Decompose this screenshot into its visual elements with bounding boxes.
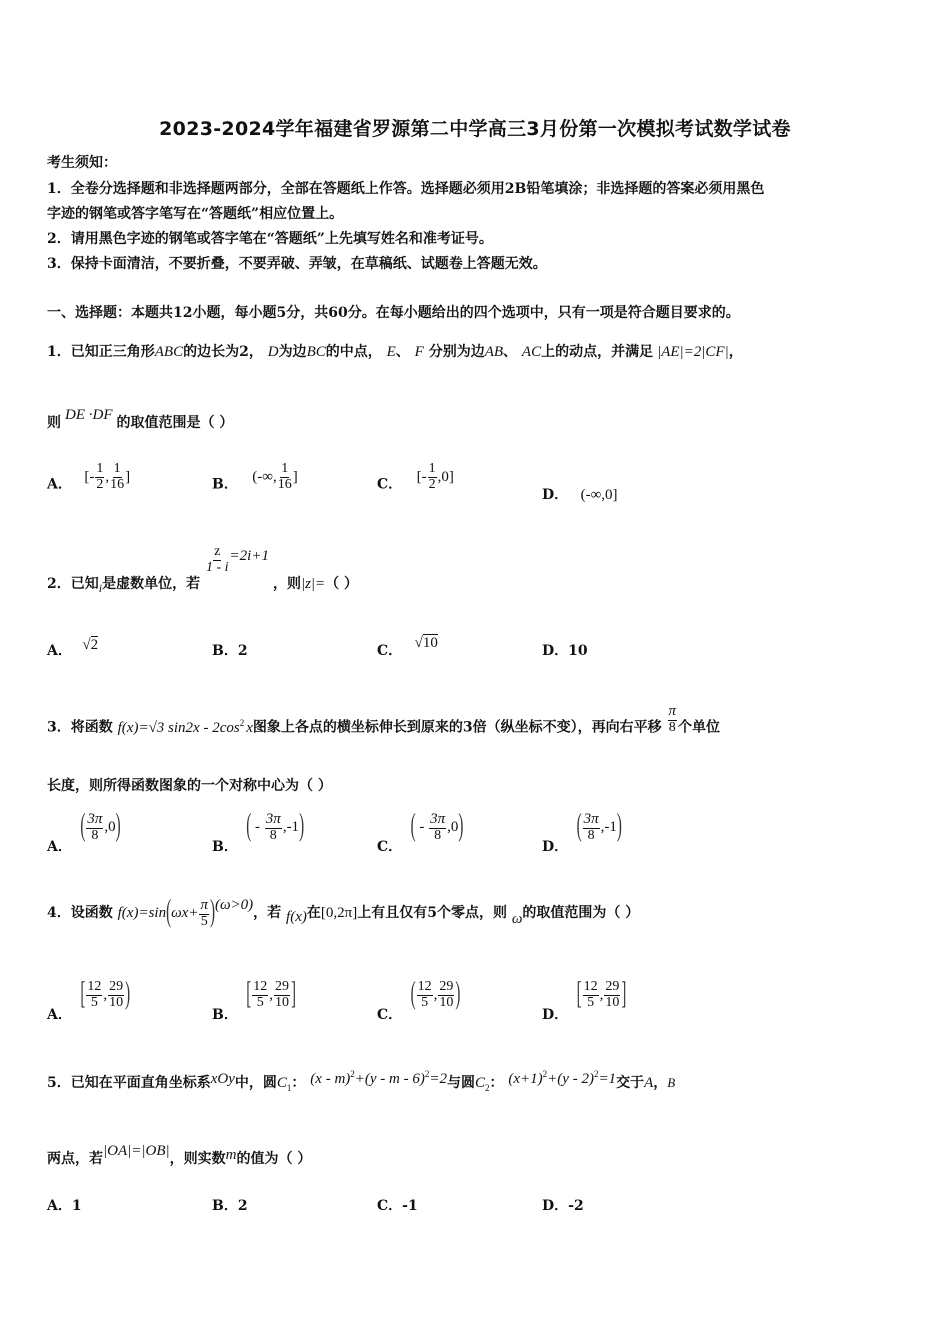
q1-text: 、	[503, 344, 518, 360]
denominator: 8	[668, 719, 676, 735]
q1-text: 的边长为2，	[183, 344, 263, 360]
q5-equation-2	[508, 1071, 616, 1087]
q5-text: ：	[291, 1075, 306, 1091]
q3-text: 3．将函数	[47, 719, 113, 736]
q3-option-c[interactable]: C． ( - $\frac{3\pi}{8}$ ,0)	[377, 809, 464, 856]
q5-eq2-sq: 2	[593, 1069, 599, 1079]
question-4	[47, 895, 640, 930]
question-5-line-1	[47, 1069, 676, 1093]
q3-shift-fraction	[668, 704, 678, 735]
q3-function-end: x	[246, 719, 253, 736]
q5-text: 两点，若	[47, 1151, 103, 1167]
numerator: 29	[439, 979, 454, 994]
q5-text: ：	[489, 1075, 504, 1091]
q5-text: 5．已知在平面直角坐标系	[47, 1075, 211, 1091]
q4-function: f(x)=sin(ωx+ $\frac{\pi}{5}$ )(ω>0)	[117, 895, 254, 930]
option-label: C．	[377, 476, 403, 493]
numerator: 12	[253, 979, 268, 994]
q2-text: 2．已知	[47, 576, 99, 593]
q5-c1: C	[276, 1075, 287, 1091]
q4-text: 上有且仅有5个零点，则	[357, 905, 507, 922]
option-label: A．	[47, 476, 72, 493]
q5-m: m	[225, 1147, 237, 1163]
q1-text: 的中点，	[325, 344, 382, 360]
fraction	[429, 812, 446, 843]
q4-condition: (ω>0)	[214, 897, 254, 914]
q3-option-d[interactable]: D． ( $\frac{3\pi}{8}$ ,-1)	[542, 809, 622, 856]
q4-option-a[interactable]: A． [ $\frac{12}{5}$ , $\frac{29}{10}$ )	[47, 977, 131, 1023]
denominator: 10	[439, 994, 454, 1010]
fraction	[278, 462, 292, 492]
fraction	[274, 980, 290, 1010]
q4-text: ，若	[253, 905, 282, 922]
fraction	[438, 980, 454, 1010]
question-5-line-2	[47, 1143, 312, 1168]
numerator: 29	[605, 979, 620, 994]
numerator: 1	[281, 461, 289, 476]
q2-math-i: i	[98, 581, 103, 596]
fraction	[252, 980, 268, 1010]
denominator: 8	[434, 827, 442, 843]
option-y: ,-1	[600, 819, 617, 836]
option-label: A．	[47, 643, 72, 659]
q5-eq1-sq: 2	[424, 1069, 430, 1079]
q1-text: 分别为边	[428, 344, 485, 360]
option-y: ,0	[447, 819, 459, 836]
numerator: 3π	[87, 811, 103, 827]
fraction	[428, 462, 437, 492]
numerator: 12	[87, 979, 102, 994]
q1-text: 的取值范围是（ ）	[116, 415, 234, 431]
option-value: (-∞,0]	[580, 487, 618, 503]
q5-c1-sub: 1	[286, 1083, 292, 1093]
q5-eq1-part: (x - m)	[310, 1071, 351, 1087]
question-1-line-1	[47, 341, 743, 361]
q2-text: 是虚数单位，若	[102, 576, 201, 593]
numerator: π	[668, 703, 677, 719]
option-label: C．	[377, 1006, 403, 1023]
notice-item-1: 1．全卷分选择题和非选择题两部分，全部在答题纸上作答。选择题必须用2B铅笔填涂；非选择题的答案必须用黑色	[47, 181, 765, 197]
q2-fraction	[206, 545, 229, 575]
q5-condition: |OA|=|OB|	[103, 1143, 170, 1159]
q5-eq1-sq: 2	[350, 1069, 355, 1079]
q1-condition: |AE|=2|CF|	[657, 344, 729, 360]
q4-option-d[interactable]: D． [ $\frac{12}{5}$ , $\frac{29}{10}$ ]	[542, 977, 627, 1023]
q2-abs-z: |z|=	[300, 576, 326, 593]
q1-math-bc: BC	[306, 344, 326, 360]
sqrt-icon: √	[414, 635, 423, 651]
numerator: 12	[583, 979, 598, 994]
denominator: 5	[200, 913, 208, 929]
q1-option-a[interactable]: A． [- $\frac{1}{2}$ , $\frac{1}{16}$ ]	[47, 461, 131, 493]
q5-text: ，	[653, 1075, 668, 1091]
q2-option-d[interactable]: D．10	[542, 643, 588, 659]
q4-fx: f(x)	[286, 909, 307, 926]
option-label: D．	[542, 487, 569, 503]
q5-circle-1	[277, 1075, 292, 1091]
q3-text: 图象上各点的横坐标伸长到原来的3倍（纵坐标不变），再向右平移	[252, 719, 662, 736]
option-label: B．	[212, 476, 238, 493]
fraction	[583, 980, 599, 1010]
numerator: 29	[275, 979, 290, 994]
fraction	[265, 812, 282, 843]
q4-omega: ω	[511, 911, 523, 928]
numerator: 3π	[583, 811, 599, 827]
fraction	[108, 980, 124, 1010]
q3-function-text: f(x)=√3 sin2x - 2cos	[117, 719, 240, 736]
denominator: 1 - i	[205, 559, 229, 575]
numerator: 3π	[265, 811, 281, 827]
q2-rhs: =2i+1	[229, 548, 269, 565]
q4-inner: ωx+	[171, 905, 199, 922]
option-y: ,0	[104, 819, 116, 836]
q5-option-b[interactable]: B．2	[212, 1198, 248, 1214]
numerator: 1	[96, 461, 104, 476]
q1-math-d: D	[267, 344, 279, 360]
numerator: 1	[113, 461, 121, 476]
q4-option-c[interactable]: C． ( $\frac{12}{5}$ , $\frac{29}{10}$ )	[377, 977, 461, 1023]
notice-heading: 考生须知：	[47, 155, 117, 171]
fraction	[86, 812, 103, 843]
fraction	[86, 980, 102, 1010]
q5-eq2-part: (x+1)	[508, 1071, 543, 1087]
option-label: B．	[212, 839, 238, 856]
q1-option-b[interactable]: B． (-∞, $\frac{1}{16}$ ]	[212, 461, 298, 493]
q5-option-d[interactable]: D．-2	[542, 1198, 584, 1214]
q5-text: 与圆	[447, 1075, 475, 1091]
q3-function-sup: 2	[239, 717, 245, 728]
q4-function-text: f(x)=sin	[117, 905, 167, 922]
denominator: 5	[421, 994, 429, 1010]
q4-text: 4．设函数	[47, 905, 113, 922]
q1-math-dedf: DE ·DF	[65, 407, 113, 423]
notice-item-2: 2．请用黑色字迹的钢笔或答字笔在“答题纸”上先填写姓名和准考证号。	[47, 231, 493, 247]
q2-option-c[interactable]	[377, 635, 438, 660]
q4-text: 在	[306, 905, 321, 922]
option-value: 2	[90, 637, 99, 653]
q4-interval: [0,2π]	[320, 905, 358, 922]
option-label: B．	[212, 1006, 238, 1023]
denominator: 8	[269, 827, 277, 843]
option-label: D．	[542, 1006, 569, 1023]
notice-item-3: 3．保持卡面清洁，不要折叠，不要弄破、弄皱，在草稿纸、试题卷上答题无效。	[47, 256, 547, 272]
denominator: 10	[605, 994, 620, 1010]
q5-c2-sub: 2	[485, 1083, 490, 1093]
q1-math-f: F	[414, 344, 424, 360]
option-label: A．	[47, 839, 72, 856]
q5-eq1-part: +(y - m - 6)	[354, 1071, 425, 1087]
q2-text: （ ）	[325, 576, 359, 593]
denominator: 10	[109, 994, 124, 1010]
option-value: 10	[422, 635, 438, 651]
question-1-line-2	[47, 407, 234, 432]
denominator: 8	[91, 827, 99, 843]
q3-text: 个单位	[678, 719, 721, 736]
denominator: 2	[428, 476, 436, 492]
fraction	[95, 462, 104, 492]
numerator: z	[214, 544, 221, 559]
q1-math-abc: ABC	[154, 344, 184, 360]
q1-option-d[interactable]	[542, 484, 618, 504]
q5-eq2-sq: 2	[542, 1069, 548, 1079]
q1-text: ，	[728, 344, 743, 360]
fraction	[583, 812, 600, 843]
sqrt-icon: √	[82, 637, 91, 653]
numerator: 1	[428, 461, 436, 476]
fraction	[110, 462, 124, 492]
question-3-line-1	[47, 703, 721, 743]
q3-option-b[interactable]: B． ( - $\frac{3\pi}{8}$ ,-1)	[212, 809, 305, 856]
denominator: 5	[587, 994, 595, 1010]
q1-math-e: E	[386, 344, 396, 360]
denominator: 8	[587, 827, 595, 843]
q5-eq2-part: +(y - 2)	[547, 1071, 594, 1087]
numerator: π	[200, 897, 208, 913]
page-title: 2023-2024学年福建省罗源第二中学高三3月份第一次模拟考试数学试卷	[159, 118, 791, 140]
q1-text: 、	[395, 344, 410, 360]
fraction	[417, 980, 433, 1010]
option-label: C．	[377, 839, 403, 856]
q5-option-c[interactable]: C．-1	[377, 1198, 418, 1214]
section-heading: 一、选择题：本题共12小题，每小题5分，共60分。在每小题给出的四个选项中，只有一项是符合题目要求的。	[47, 305, 740, 321]
denominator: 5	[256, 994, 264, 1010]
q5-xoy: xOy	[210, 1071, 235, 1087]
q1-text: 上的动点，并满足	[541, 344, 654, 360]
q5-point-b: B	[667, 1075, 676, 1090]
q1-option-c[interactable]: C． [- $\frac{1}{2}$ ,0]	[377, 461, 454, 493]
question-3-line-2: 长度，则所得函数图象的一个对称中心为（ ）	[47, 778, 332, 794]
q1-text: 为边	[278, 344, 307, 360]
q1-math-ab: AB	[484, 344, 504, 360]
q3-function	[117, 717, 253, 736]
fraction	[604, 980, 620, 1010]
q1-text: 1．已知正三角形	[47, 344, 155, 360]
q5-eq2-part: =1	[598, 1071, 617, 1087]
q5-text: 的值为（ ）	[236, 1151, 312, 1167]
numerator: 29	[109, 979, 124, 994]
q1-math-ac: AC	[521, 344, 542, 360]
q3-option-a[interactable]: A． ( $\frac{3\pi}{8}$ ,0)	[47, 809, 121, 856]
q2-option-b[interactable]: B．2	[212, 643, 248, 659]
q5-option-a[interactable]: A．1	[47, 1198, 82, 1214]
option-label: A．	[47, 1006, 72, 1023]
notice-item-1-cont: 字迹的钢笔或答字笔写在“答题纸”相应位置上。	[47, 206, 344, 222]
numerator: 3π	[430, 811, 446, 827]
q5-text: 交于	[616, 1075, 645, 1091]
q4-option-b[interactable]: B． [ $\frac{12}{5}$ , $\frac{29}{10}$ ]	[212, 977, 297, 1023]
denominator: 10	[275, 994, 290, 1010]
option-label: D．	[542, 839, 569, 856]
denominator: 16	[277, 476, 292, 492]
option-y: ,-1	[282, 819, 300, 836]
q5-point-a: A	[644, 1075, 654, 1091]
q2-option-a[interactable]	[47, 637, 99, 660]
denominator: 5	[90, 994, 98, 1010]
q5-text: 中，圆	[234, 1075, 277, 1091]
q5-equation-1	[310, 1071, 447, 1087]
q4-text: 的取值范围为（ ）	[522, 905, 640, 922]
numerator: 12	[417, 979, 432, 994]
denominator: 2	[96, 476, 104, 492]
fraction	[199, 898, 209, 929]
q1-text: 则	[47, 415, 61, 431]
option-label: C．	[377, 643, 403, 659]
question-2	[47, 544, 359, 596]
q5-eq1-part: =2	[429, 1071, 447, 1087]
q2-text: ，则	[272, 576, 301, 593]
q5-c2: C	[475, 1075, 486, 1091]
q5-circle-2	[475, 1075, 490, 1091]
q5-text: ，则实数	[169, 1151, 226, 1167]
denominator: 16	[110, 476, 125, 492]
